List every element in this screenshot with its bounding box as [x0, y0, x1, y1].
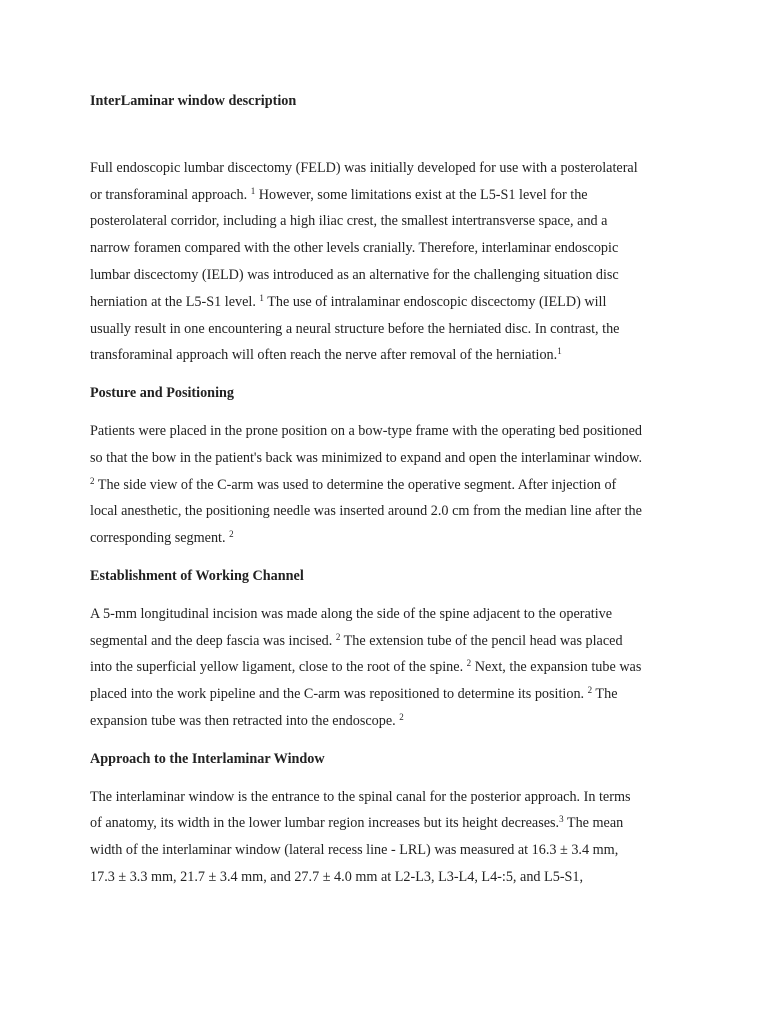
text-run: The	[592, 686, 618, 703]
text-run: transforaminal approach will often reach the nerve after removal of the herniation.	[90, 347, 558, 364]
text-run: local anesthetic, the positioning needle was inserted around 2.0 cm from the median line after the	[90, 503, 642, 520]
text-line	[90, 708, 690, 735]
text-line	[90, 681, 690, 708]
citation-superscript: 2	[399, 711, 404, 722]
text-run: corresponding segment.	[90, 530, 230, 547]
text-run: However, some limitations exist at the L5-S1 level for the	[255, 186, 588, 203]
text-run: herniation at the L5-S1 level.	[90, 293, 260, 310]
text-run: The use of intralaminar endoscopic discectomy (IELD) will	[263, 293, 607, 310]
text-run: 17.3 ± 3.3 mm, 21.7 ± 3.4 mm, and 27.7 ± 4.0 mm at L2-L3, L3-L4, L4-:5, and L5-S1,	[90, 868, 584, 885]
text-line	[90, 289, 690, 316]
document-body	[90, 88, 690, 902]
text-run: posterolateral corridor, including a high iliac crest, the smallest intertransverse space, and a	[90, 213, 608, 230]
text-run: Patients were placed in the prone position on a bow-type frame with the operating bed positioned	[90, 422, 642, 439]
document-title: InterLaminar window description	[90, 93, 297, 109]
text-line	[90, 784, 690, 811]
citation-superscript: 2	[587, 685, 593, 696]
section-heading-posture: Posture and Positioning	[90, 385, 235, 402]
text-run: width of the interlaminar window (lateral recess line - LRL) was measured at 16.3 ± 3.4 mm,	[90, 842, 619, 859]
text-line	[90, 810, 690, 837]
section-heading-interlaminar-approach: Approach to the Interlaminar Window	[90, 750, 325, 767]
text-run: Full endoscopic lumbar discectomy (FELD) was initially developed for use with a posterolateral	[90, 159, 638, 176]
text-line	[90, 316, 690, 343]
section-paragraph-interlaminar-approach	[90, 784, 690, 891]
text-run: The side view of the C-arm was used to determine the operative segment. After injection of	[94, 476, 617, 493]
text-run: usually result in one encountering a neural structure before the herniated disc. In contrast, the	[90, 320, 620, 337]
text-run: Next, the expansion tube was	[471, 659, 642, 676]
text-line	[90, 208, 690, 235]
citation-superscript: 3	[559, 814, 564, 825]
text-line	[90, 498, 690, 525]
text-line	[90, 235, 690, 262]
text-line	[90, 837, 690, 864]
text-run: so that the bow in the patient's back was minimized to expand and open the interlaminar window.	[90, 449, 643, 466]
section-paragraph-posture	[90, 418, 690, 552]
text-line	[90, 262, 690, 289]
text-line	[90, 155, 690, 182]
text-line	[90, 525, 690, 552]
citation-superscript: 1	[250, 185, 256, 196]
citation-superscript: 1	[557, 346, 562, 357]
text-run: A 5-mm longitudinal incision was made along the side of the spine adjacent to the operative	[90, 605, 613, 622]
text-run: The interlaminar window is the entrance to the spinal canal for the posterior approach. In terms	[90, 788, 631, 805]
text-run: placed into the work pipeline and the C-arm was repositioned to determine its position.	[90, 686, 588, 703]
citation-superscript: 2	[229, 529, 234, 540]
text-line	[90, 445, 690, 472]
citation-superscript: 2	[335, 631, 341, 642]
text-line	[90, 628, 690, 655]
text-run: The extension tube of the pencil head was placed	[340, 632, 623, 649]
section-paragraph-working-channel	[90, 601, 690, 735]
text-run: or transforaminal approach.	[90, 186, 251, 203]
text-run: The mean	[563, 815, 624, 832]
text-run: into the superficial yellow ligament, close to the root of the spine.	[90, 659, 467, 676]
text-line	[90, 472, 690, 499]
text-line	[90, 864, 690, 891]
citation-superscript: 2	[466, 658, 472, 669]
text-line	[90, 654, 690, 681]
intro-paragraph	[90, 155, 690, 369]
text-run: expansion tube was then retracted into the endoscope.	[90, 712, 400, 729]
citation-superscript: 1	[259, 292, 264, 303]
text-line	[90, 182, 690, 209]
text-line	[90, 601, 690, 628]
text-line	[90, 342, 690, 369]
text-run: of anatomy, its width in the lower lumbar region increases but its height decreases.	[90, 815, 560, 832]
text-run: segmental and the deep fascia was incised.	[90, 632, 336, 649]
text-line	[90, 418, 690, 445]
text-run: lumbar discectomy (IELD) was introduced as an alternative for the challenging situation disc	[90, 266, 619, 283]
text-run: narrow foramen compared with the other levels cranially. Therefore, interlaminar endoscopic	[90, 240, 619, 257]
section-heading-working-channel: Establishment of Working Channel	[90, 567, 304, 584]
citation-superscript: 2	[90, 475, 95, 486]
